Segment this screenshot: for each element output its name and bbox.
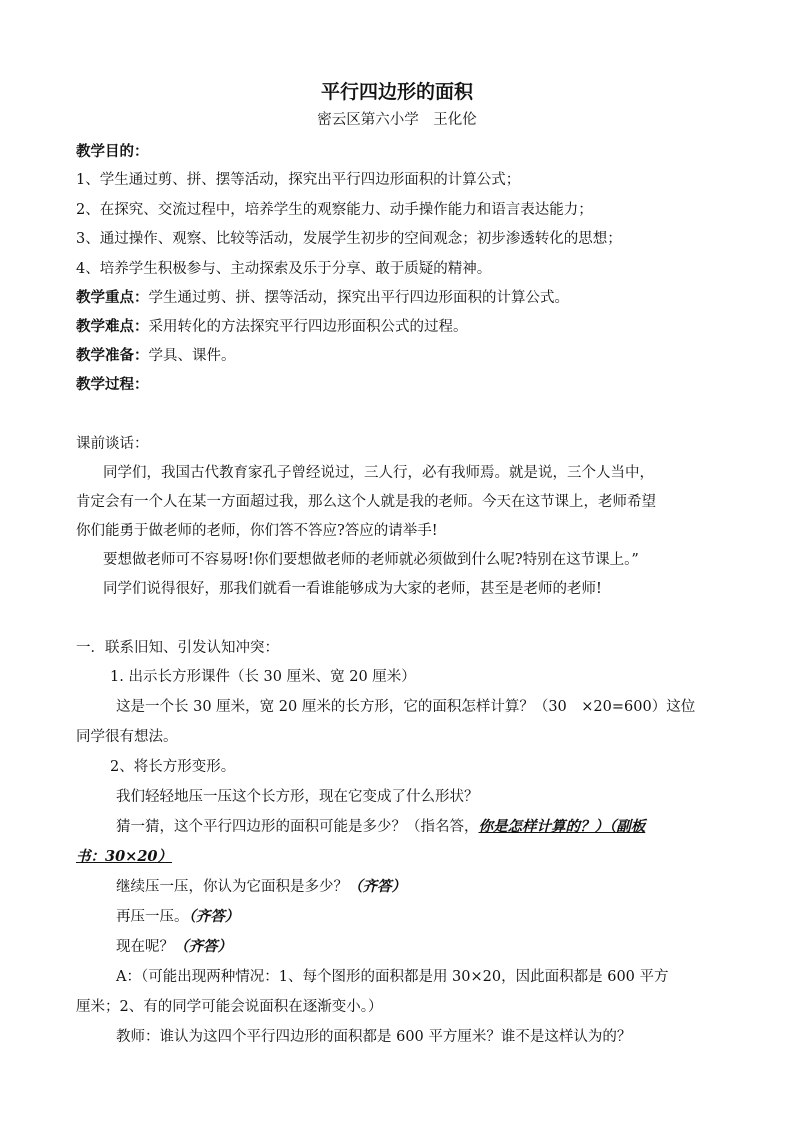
pre-talk-line: 同学们说得很好，那我们就看一看谁能够成为大家的老师，甚至是老师的老师! [103, 581, 602, 597]
section-1-heading: 一．联系旧知、引发认知冲突： [76, 640, 279, 656]
question-3 [116, 937, 232, 957]
key-point-label: 教学重点： [76, 289, 149, 306]
guess-emphasis: 你是怎样计算的？）（副板 [478, 818, 646, 835]
pre-talk-line: 肯定会有一个人在某一方面超过我，那么这个人就是我的老师。今天在这节课上，老师希望 [76, 494, 656, 510]
question-1-note: （齐答） [348, 878, 406, 895]
question-1-text: 继续压一压，你认为它面积是多少？ [116, 879, 348, 895]
author-line: 密云区第六小学 王化伦 [317, 112, 477, 128]
step-1: 1. 出示长方形课件（长 30 厘米、宽 20 厘米） [110, 669, 416, 685]
key-point [76, 288, 569, 308]
difficulty-text: 采用转化的方法探究平行四边形面积公式的过程。 [148, 319, 468, 335]
document-title: 平行四边形的面积 [320, 81, 473, 103]
board-note: 书：30×20） [76, 848, 173, 865]
preparation-label: 教学准备： [76, 347, 149, 364]
goals-heading: 教学目的： [76, 143, 149, 160]
goal-item: 3、通过操作、观察、比较等活动，发展学生初步的空间观念；初步渗透转化的思想； [76, 231, 622, 247]
step-2-text: 我们轻轻地压一压这个长方形，现在它变成了什么形状？ [116, 789, 479, 805]
pre-talk-line: 要想做老师可不容易呀!你们要想做老师的老师就必须做到什么呢?特别在这节课上。” [103, 552, 639, 568]
step-1-text: 这是一个长 30 厘米，宽 20 厘米的长方形，它的面积怎样计算？（30 ×20=600）这位 [116, 699, 696, 715]
teacher-line: 教师：谁认为这四个平行四边形的面积都是 600 平方厘米？谁不是这样认为的？ [116, 1029, 632, 1045]
question-3-note: （齐答） [174, 938, 232, 955]
preparation-text: 学具、课件。 [148, 348, 236, 364]
question-2-text: 再压一压。 [116, 909, 189, 925]
difficulty-point [76, 317, 468, 337]
goal-item: 1、学生通过剪、拼、摆等活动，探究出平行四边形面积的计算公式； [76, 172, 521, 188]
goal-item: 4、培养学生积极参与、主动探索及乐于分享、敢于质疑的精神。 [76, 261, 492, 277]
preparation [76, 346, 236, 366]
answer-line: A：（可能出现两种情况：1、每个图形的面积都是用 30×20，因此面积都是 600 平方 [116, 969, 669, 985]
guess-question [116, 817, 645, 837]
step-2: 2、将长方形变形。 [110, 759, 236, 775]
answer-line: 厘米；2、有的同学可能会说面积在逐渐变小。） [76, 999, 383, 1015]
step-1-text: 同学很有想法。 [76, 729, 178, 745]
key-point-text: 学生通过剪、拼、摆等活动，探究出平行四边形面积的计算公式。 [148, 290, 569, 306]
question-1 [116, 877, 406, 897]
question-2-note: （齐答） [188, 908, 240, 925]
question-2 [116, 907, 239, 927]
pre-talk-line: 同学们，我国古代教育家孔子曾经说过，三人行，必有我师焉。就是说，三个人当中， [103, 465, 654, 481]
process-heading: 教学过程： [76, 376, 149, 393]
question-3-text: 现在呢？ [116, 939, 174, 955]
goal-item: 2、在探究、交流过程中，培养学生的观察能力、动手操作能力和语言表达能力； [76, 202, 593, 218]
pre-talk-heading: 课前谈话： [76, 436, 149, 452]
difficulty-label: 教学难点： [76, 318, 149, 335]
pre-talk-line: 你们能勇于做老师的老师，你们答不答应?答应的请举手! [76, 523, 438, 539]
guess-text: 猜一猜，这个平行四边形的面积可能是多少？（指名答， [116, 819, 479, 835]
